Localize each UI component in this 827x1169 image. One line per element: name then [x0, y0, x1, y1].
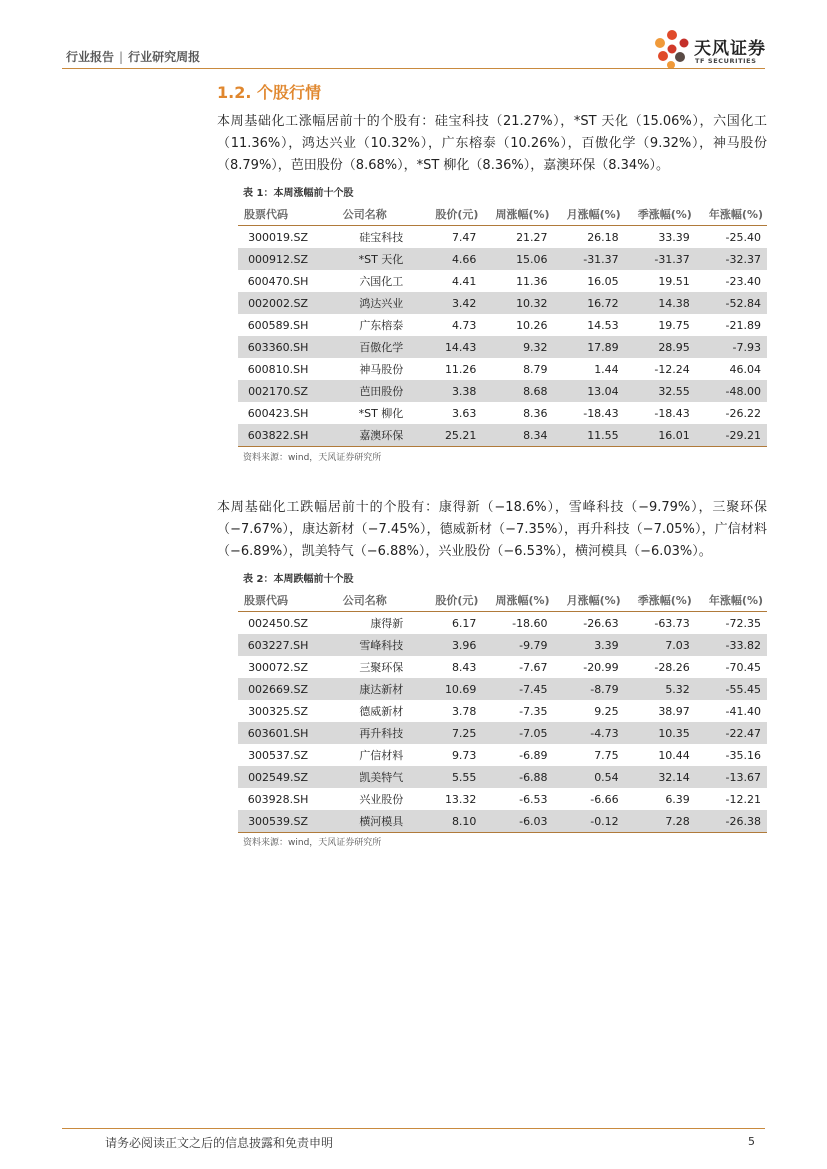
price-cell: 3.42 [411, 292, 482, 314]
monthly-change-cell: -0.12 [554, 810, 625, 833]
weekly-change-cell: -7.35 [519, 704, 548, 718]
stock-code-cell: 300019.SZ [248, 230, 309, 244]
table-row [238, 424, 767, 447]
quarterly-change-cell: 32.14 [625, 766, 696, 788]
table-row [238, 766, 767, 788]
company-name-cell: 兴业股份 [359, 793, 404, 806]
price-cell: 4.73 [451, 318, 477, 332]
stock-code-cell: 600470.SH [247, 274, 309, 288]
company-name-cell: 六国化工 [359, 275, 404, 288]
weekly-change-cell: 9.32 [482, 336, 553, 358]
footer-rule [62, 1128, 765, 1129]
price-cell: 3.78 [451, 704, 477, 718]
monthly-change-cell: -4.73 [554, 722, 625, 744]
brand-name-en: TF SECURITIES [695, 57, 757, 65]
logo-flower-icon [650, 28, 694, 70]
yearly-change-cell: -26.22 [725, 406, 761, 420]
price-cell: 5.55 [411, 766, 482, 788]
yearly-change-cell: -52.84 [696, 292, 767, 314]
column-header: 季涨幅(%) [637, 594, 692, 607]
yearly-change-cell: -33.82 [696, 634, 767, 656]
column-header: 季涨幅(%) [637, 208, 692, 221]
table-row [238, 722, 767, 744]
brand-logo [650, 28, 770, 70]
monthly-change-cell: 26.18 [587, 230, 619, 244]
table1-caption: 表 1：本周涨幅前十个股 [243, 188, 354, 199]
table-row [238, 248, 767, 270]
quarterly-change-cell: -18.43 [654, 406, 690, 420]
monthly-change-cell: 16.72 [554, 292, 625, 314]
report-type: 行业报告 [66, 50, 115, 64]
price-cell: 8.10 [411, 810, 482, 833]
yearly-change-cell: -21.89 [725, 318, 761, 332]
weekly-change-cell: 10.32 [482, 292, 553, 314]
quarterly-change-cell: 7.28 [625, 810, 696, 833]
company-name-cell: 凯美特气 [318, 766, 411, 788]
table-row [238, 292, 767, 314]
stock-code-cell: 600589.SH [247, 318, 309, 332]
column-header: 股票代码 [244, 208, 288, 221]
quarterly-change-cell: 6.39 [665, 792, 690, 806]
yearly-change-cell: -70.45 [725, 660, 761, 674]
stock-code-cell: 603822.SH [238, 424, 318, 447]
column-header: 公司名称 [342, 208, 387, 221]
weekly-change-cell: 8.79 [523, 362, 548, 376]
company-name-cell: 硅宝科技 [359, 231, 404, 244]
monthly-change-cell: 9.25 [594, 704, 619, 718]
table-row [238, 656, 767, 678]
table-row [238, 810, 767, 833]
monthly-change-cell: -26.63 [583, 616, 619, 630]
company-name-cell: 三聚环保 [359, 661, 404, 674]
monthly-change-cell: -20.99 [583, 660, 619, 674]
quarterly-change-cell: -31.37 [625, 248, 696, 270]
column-header: 股票代码 [244, 594, 288, 607]
table-row [238, 612, 767, 635]
column-header: 股价(元) [435, 208, 479, 221]
price-cell: 7.47 [451, 230, 477, 244]
weekly-change-cell: 21.27 [516, 230, 548, 244]
price-cell: 7.25 [411, 722, 482, 744]
monthly-change-cell: -6.66 [590, 792, 619, 806]
monthly-change-cell: 7.75 [594, 748, 619, 762]
yearly-change-cell: -35.16 [725, 748, 761, 762]
weekly-change-cell: 11.36 [516, 274, 548, 288]
monthly-change-cell: -31.37 [554, 248, 625, 270]
table-row [238, 744, 767, 766]
table-row [238, 380, 767, 402]
weekly-change-cell: 8.68 [482, 380, 553, 402]
running-header [66, 48, 200, 65]
table-row [238, 226, 767, 249]
stock-code-cell: 002549.SZ [238, 766, 318, 788]
price-cell: 13.32 [444, 792, 477, 806]
weekly-change-cell: -6.53 [519, 792, 548, 806]
yearly-change-cell: -23.40 [725, 274, 761, 288]
monthly-change-cell: 17.89 [554, 336, 625, 358]
stock-code-cell: 300539.SZ [238, 810, 318, 833]
stock-code-cell: 600423.SH [247, 406, 309, 420]
weekly-change-cell: -6.89 [519, 748, 548, 762]
table-row [238, 336, 767, 358]
monthly-change-cell: 3.39 [554, 634, 625, 656]
price-cell: 10.69 [411, 678, 482, 700]
weekly-change-cell: -6.03 [482, 810, 553, 833]
quarterly-change-cell: 14.38 [625, 292, 696, 314]
company-name-cell: 康得新 [370, 617, 404, 630]
company-name-cell: *ST 天化 [318, 248, 411, 270]
quarterly-change-cell: 19.51 [658, 274, 690, 288]
quarterly-change-cell: 16.01 [625, 424, 696, 447]
header-separator: | [119, 50, 124, 64]
weekly-change-cell: 8.34 [482, 424, 553, 447]
table2-caption: 表 2：本周跌幅前十个股 [243, 574, 354, 585]
company-name-cell: 德威新材 [359, 705, 404, 718]
company-name-cell: 康达新材 [318, 678, 411, 700]
yearly-change-cell: -25.40 [725, 230, 761, 244]
stock-code-cell: 603928.SH [247, 792, 309, 806]
stock-code-cell: 002669.SZ [238, 678, 318, 700]
table2-source: 资料来源：wind，天风证券研究所 [243, 838, 382, 848]
yearly-change-cell: -48.00 [696, 380, 767, 402]
footer-disclaimer: 请务必阅读正文之后的信息披露和免责申明 [105, 1136, 334, 1150]
yearly-change-cell: -12.21 [725, 792, 761, 806]
table-row [238, 788, 767, 810]
monthly-change-cell: 16.05 [587, 274, 619, 288]
gainers-table [238, 203, 767, 447]
table-row [238, 314, 767, 336]
table-row [238, 678, 767, 700]
monthly-change-cell: -8.79 [554, 678, 625, 700]
column-header: 股价(元) [435, 594, 479, 607]
weekly-change-cell: -18.60 [512, 616, 548, 630]
weekly-change-cell: -9.79 [482, 634, 553, 656]
table-row [238, 700, 767, 722]
yearly-change-cell: -72.35 [725, 616, 761, 630]
column-header: 月涨幅(%) [566, 208, 621, 221]
weekly-change-cell: 10.26 [516, 318, 548, 332]
stock-code-cell: 300072.SZ [248, 660, 309, 674]
yearly-change-cell: -29.21 [696, 424, 767, 447]
price-cell: 14.43 [411, 336, 482, 358]
company-name-cell: 鸿达兴业 [318, 292, 411, 314]
stock-code-cell: 002002.SZ [238, 292, 318, 314]
quarterly-change-cell: 28.95 [625, 336, 696, 358]
quarterly-change-cell: 7.03 [625, 634, 696, 656]
quarterly-change-cell: 19.75 [658, 318, 690, 332]
yearly-change-cell: -32.37 [696, 248, 767, 270]
stock-code-cell: 300537.SZ [248, 748, 309, 762]
quarterly-change-cell: -63.73 [654, 616, 690, 630]
monthly-change-cell: 14.53 [587, 318, 619, 332]
weekly-change-cell: 8.36 [523, 406, 548, 420]
section-title: 1.2. 个股行情 [217, 83, 321, 102]
company-name-cell: 百傲化学 [318, 336, 411, 358]
stock-code-cell: 002450.SZ [248, 616, 309, 630]
column-header: 公司名称 [342, 594, 387, 607]
monthly-change-cell: 13.04 [554, 380, 625, 402]
yearly-change-cell: -26.38 [696, 810, 767, 833]
weekly-change-cell: -7.45 [482, 678, 553, 700]
gainers-paragraph: 本周基础化工涨幅居前十的个股有：硅宝科技（21.27%），*ST 天化（15.06%），六国化工（11.36%），鸿达兴业（10.32%），广东榕泰（10.26%），百傲化学（9.32%），神马股份（8.79%），芭田股份（8.68%），*ST 柳化（8.36%），嘉澳环保（8.34%）。 [217, 114, 767, 173]
price-cell: 4.41 [451, 274, 477, 288]
company-name-cell: 芭田股份 [318, 380, 411, 402]
table-row [238, 358, 767, 380]
stock-code-cell: 002170.SZ [238, 380, 318, 402]
monthly-change-cell: 1.44 [594, 362, 619, 376]
stock-code-cell: 300325.SZ [248, 704, 309, 718]
column-header: 周涨幅(%) [495, 594, 550, 607]
losers-table [238, 589, 767, 833]
yearly-change-cell: -22.47 [696, 722, 767, 744]
column-header: 年涨幅(%) [708, 594, 763, 607]
price-cell: 8.43 [451, 660, 477, 674]
header-rule [62, 68, 765, 69]
company-name-cell: 嘉澳环保 [318, 424, 411, 447]
price-cell: 3.96 [411, 634, 482, 656]
weekly-change-cell: -7.67 [519, 660, 548, 674]
yearly-change-cell: -7.93 [696, 336, 767, 358]
stock-code-cell: 000912.SZ [238, 248, 318, 270]
quarterly-change-cell: -28.26 [654, 660, 690, 674]
weekly-change-cell: -6.88 [482, 766, 553, 788]
company-name-cell: 再升科技 [318, 722, 411, 744]
table-header-row [238, 589, 767, 612]
column-header: 周涨幅(%) [495, 208, 550, 221]
price-cell: 11.26 [444, 362, 477, 376]
yearly-change-cell: -13.67 [696, 766, 767, 788]
company-name-cell: *ST 柳化 [358, 407, 404, 420]
table-row [238, 402, 767, 424]
yearly-change-cell: -41.40 [725, 704, 761, 718]
stock-code-cell: 603227.SH [238, 634, 318, 656]
table-row [238, 634, 767, 656]
monthly-change-cell: 11.55 [554, 424, 625, 447]
company-name-cell: 神马股份 [359, 363, 404, 376]
price-cell: 6.17 [451, 616, 477, 630]
company-name-cell: 广信材料 [359, 749, 404, 762]
weekly-change-cell: -7.05 [482, 722, 553, 744]
price-cell: 3.63 [451, 406, 477, 420]
stock-code-cell: 603360.SH [238, 336, 318, 358]
losers-paragraph: 本周基础化工跌幅居前十的个股有：康得新（−18.6%），雪峰科技（−9.79%），三聚环保（−7.67%），康达新材（−7.45%），德威新材（−7.35%），再升科技（−7.05%），广信材料（−6.89%），凯美特气（−6.88%），兴业股份（−6.53%），横河模具（−6.03%）。 [217, 500, 767, 559]
price-cell: 9.73 [451, 748, 477, 762]
quarterly-change-cell: 33.39 [658, 230, 690, 244]
quarterly-change-cell: 5.32 [625, 678, 696, 700]
stock-code-cell: 600810.SH [247, 362, 309, 376]
page-number: 5 [748, 1135, 755, 1148]
quarterly-change-cell: 10.35 [625, 722, 696, 744]
stock-code-cell: 603601.SH [238, 722, 318, 744]
weekly-change-cell: 15.06 [482, 248, 553, 270]
quarterly-change-cell: 38.97 [658, 704, 690, 718]
quarterly-change-cell: 32.55 [625, 380, 696, 402]
price-cell: 4.66 [411, 248, 482, 270]
yearly-change-cell: -55.45 [696, 678, 767, 700]
table1-source: 资料来源：wind，天风证券研究所 [243, 453, 382, 463]
company-name-cell: 广东榕泰 [359, 319, 404, 332]
price-cell: 3.38 [411, 380, 482, 402]
monthly-change-cell: 0.54 [554, 766, 625, 788]
column-header: 月涨幅(%) [566, 594, 621, 607]
report-subtype: 行业研究周报 [128, 50, 201, 64]
company-name-cell: 横河模具 [318, 810, 411, 833]
yearly-change-cell: 46.04 [729, 362, 761, 376]
price-cell: 25.21 [411, 424, 482, 447]
table-header-row [238, 203, 767, 226]
table-row [238, 270, 767, 292]
monthly-change-cell: -18.43 [583, 406, 619, 420]
company-name-cell: 雪峰科技 [318, 634, 411, 656]
quarterly-change-cell: -12.24 [654, 362, 690, 376]
quarterly-change-cell: 10.44 [658, 748, 690, 762]
brand-name-cn: 天风证券 [694, 39, 766, 59]
column-header: 年涨幅(%) [708, 208, 763, 221]
